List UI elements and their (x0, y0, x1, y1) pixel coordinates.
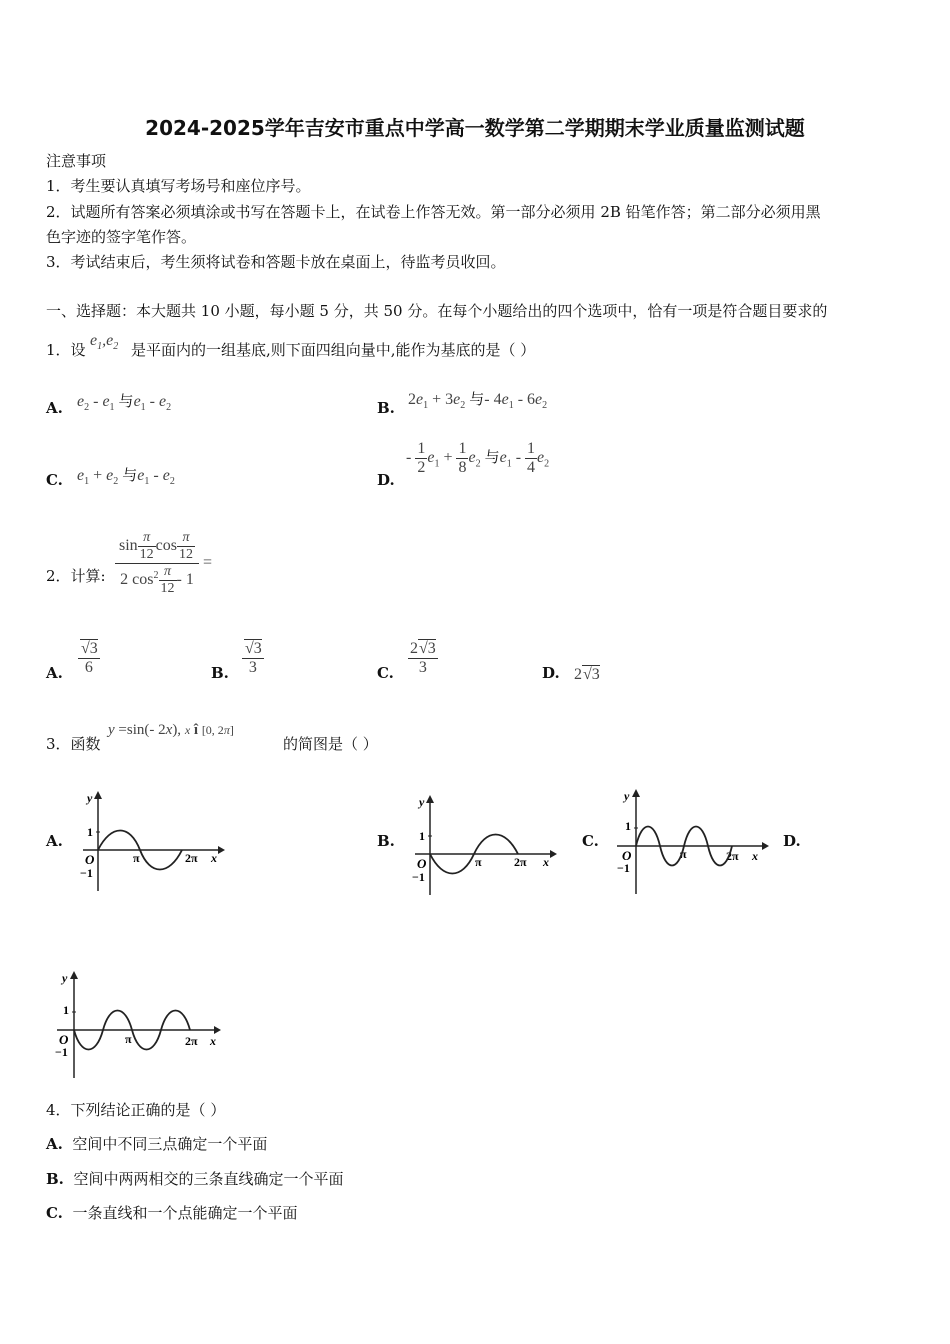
q4-text-c: 一条直线和一个点能确定一个平面 (72, 1204, 298, 1222)
q2-expression: sin $\frac{\pi}{12}$ cos $\frac{\pi}{12}$ 2 $\cos^2$ $\frac{\pi}{12}$ - 1 = (115, 530, 212, 597)
q4-label-c: C. (46, 1204, 63, 1222)
svg-text:1: 1 (63, 1003, 69, 1017)
q1-label-d: D. (377, 471, 395, 489)
q3-graph-d (52, 966, 227, 1084)
q3-label-b: B. (377, 832, 395, 850)
q4-label-b: B. (46, 1170, 64, 1188)
svg-text:π: π (475, 855, 482, 869)
notice-item-3: 3．考试结束后，考生须将试卷和答题卡放在桌面上，待监考员收回。 (46, 253, 506, 271)
q3-stem: 的简图是（ ） (283, 735, 378, 753)
svg-text:π: π (680, 847, 687, 861)
q1-number: 1．设 (46, 341, 86, 359)
svg-text:x: x (752, 849, 758, 863)
q1-option-d: - $\frac{1}{2}$ $e_1$ + $\frac{1}{8}$ $e_2$ 与$e_1$ - $\frac{1}{4}$ $e_2$ (406, 440, 550, 476)
q2-label-d: D. (542, 664, 560, 682)
svg-text:−1: −1 (80, 866, 93, 880)
svg-text:O: O (59, 1032, 69, 1047)
q3-number: 3．函数 (46, 735, 101, 753)
svg-text:−1: −1 (412, 870, 425, 884)
svg-text:2π: 2π (726, 849, 739, 863)
q4-text-a: 空间中不同三点确定一个平面 (72, 1135, 268, 1153)
svg-text:2π: 2π (514, 855, 527, 869)
q3-graph-a (78, 786, 228, 896)
q1-label-a: A. (46, 399, 63, 417)
page-title: 2024-2025学年吉安市重点中学高一数学第二学期期末学业质量监测试题 (145, 116, 805, 140)
q1-option-b: $2e_1 + 3e_2$ 与- $4e_1 - 6e_2$ (408, 391, 548, 412)
svg-text:O: O (622, 848, 632, 863)
q2-option-c: $\frac{2√3}{3}$ (410, 640, 436, 676)
q2-option-d: 2√3 (574, 666, 600, 683)
q2-option-a: $\frac{√3}{6}$ (78, 640, 100, 677)
q4-label-a: A. (46, 1135, 63, 1153)
svg-text:O: O (85, 852, 95, 867)
q3-expression: y =sin(- 2x), x î [0, 2π] (108, 722, 234, 738)
q1-vars: $e_1,e_2$ (90, 332, 119, 353)
svg-text:π: π (133, 851, 140, 865)
notice-item-2-cont: 色字迹的签字笔作答。 (46, 228, 197, 246)
svg-text:−1: −1 (55, 1045, 68, 1059)
notice-item-1: 1．考生要认真填写考场号和座位序号。 (46, 177, 311, 195)
svg-text:2π: 2π (185, 851, 198, 865)
q2-label-c: C. (377, 664, 394, 682)
q3-graph-b (410, 790, 560, 900)
q4-stem: 4．下列结论正确的是（ ） (46, 1101, 226, 1119)
q1-option-a: $e_2 - e_1$ 与$e_1 - e_2$ (77, 393, 172, 414)
q3-graph-c (612, 784, 777, 899)
q4-option-c (46, 1203, 297, 1223)
notice-item-2: 2．试题所有答案必须填涂或书写在答题卡上，在试卷上作答无效。第一部分必须用 2B 铅笔作答；第二部分必须用黑 (46, 203, 821, 221)
q3-label-c: C. (582, 832, 599, 850)
q4-option-b (46, 1169, 343, 1189)
q1-option-c: $e_1 + e_2$ 与$e_1 - e_2$ (77, 467, 175, 488)
svg-text:x: x (543, 855, 549, 869)
svg-text:1: 1 (87, 825, 93, 839)
svg-text:y: y (87, 791, 93, 805)
q2-label-a: A. (46, 664, 63, 682)
q4-text-b: 空间中两两相交的三条直线确定一个平面 (73, 1170, 344, 1188)
svg-text:y: y (624, 789, 630, 803)
q1-label-b: B. (377, 399, 395, 417)
q2-option-b: $\frac{√3}{3}$ (242, 640, 264, 677)
svg-text:O: O (417, 856, 427, 871)
svg-text:1: 1 (419, 829, 425, 843)
q2-label-b: B. (211, 664, 229, 682)
q2-number: 2．计算: (46, 567, 106, 585)
svg-text:2π: 2π (185, 1034, 198, 1048)
section-heading: 一、选择题：本大题共 10 小题，每小题 5 分，共 50 分。在每个小题给出的四个选项中，恰有一项是符合题目要求的 (46, 302, 828, 320)
svg-text:x: x (211, 851, 217, 865)
q1-label-c: C. (46, 471, 63, 489)
svg-text:−1: −1 (617, 861, 630, 875)
notice-heading: 注意事项 (46, 152, 107, 170)
svg-text:π: π (125, 1032, 132, 1046)
svg-text:y: y (419, 795, 425, 809)
q1-stem: 是平面内的一组基底,则下面四组向量中,能作为基底的是（ ） (131, 341, 536, 359)
q3-label-d: D. (783, 832, 801, 850)
svg-text:x: x (210, 1034, 216, 1048)
q3-label-a: A. (46, 832, 63, 850)
svg-text:y: y (62, 971, 68, 985)
svg-text:1: 1 (625, 819, 631, 833)
q4-option-a (46, 1134, 267, 1154)
